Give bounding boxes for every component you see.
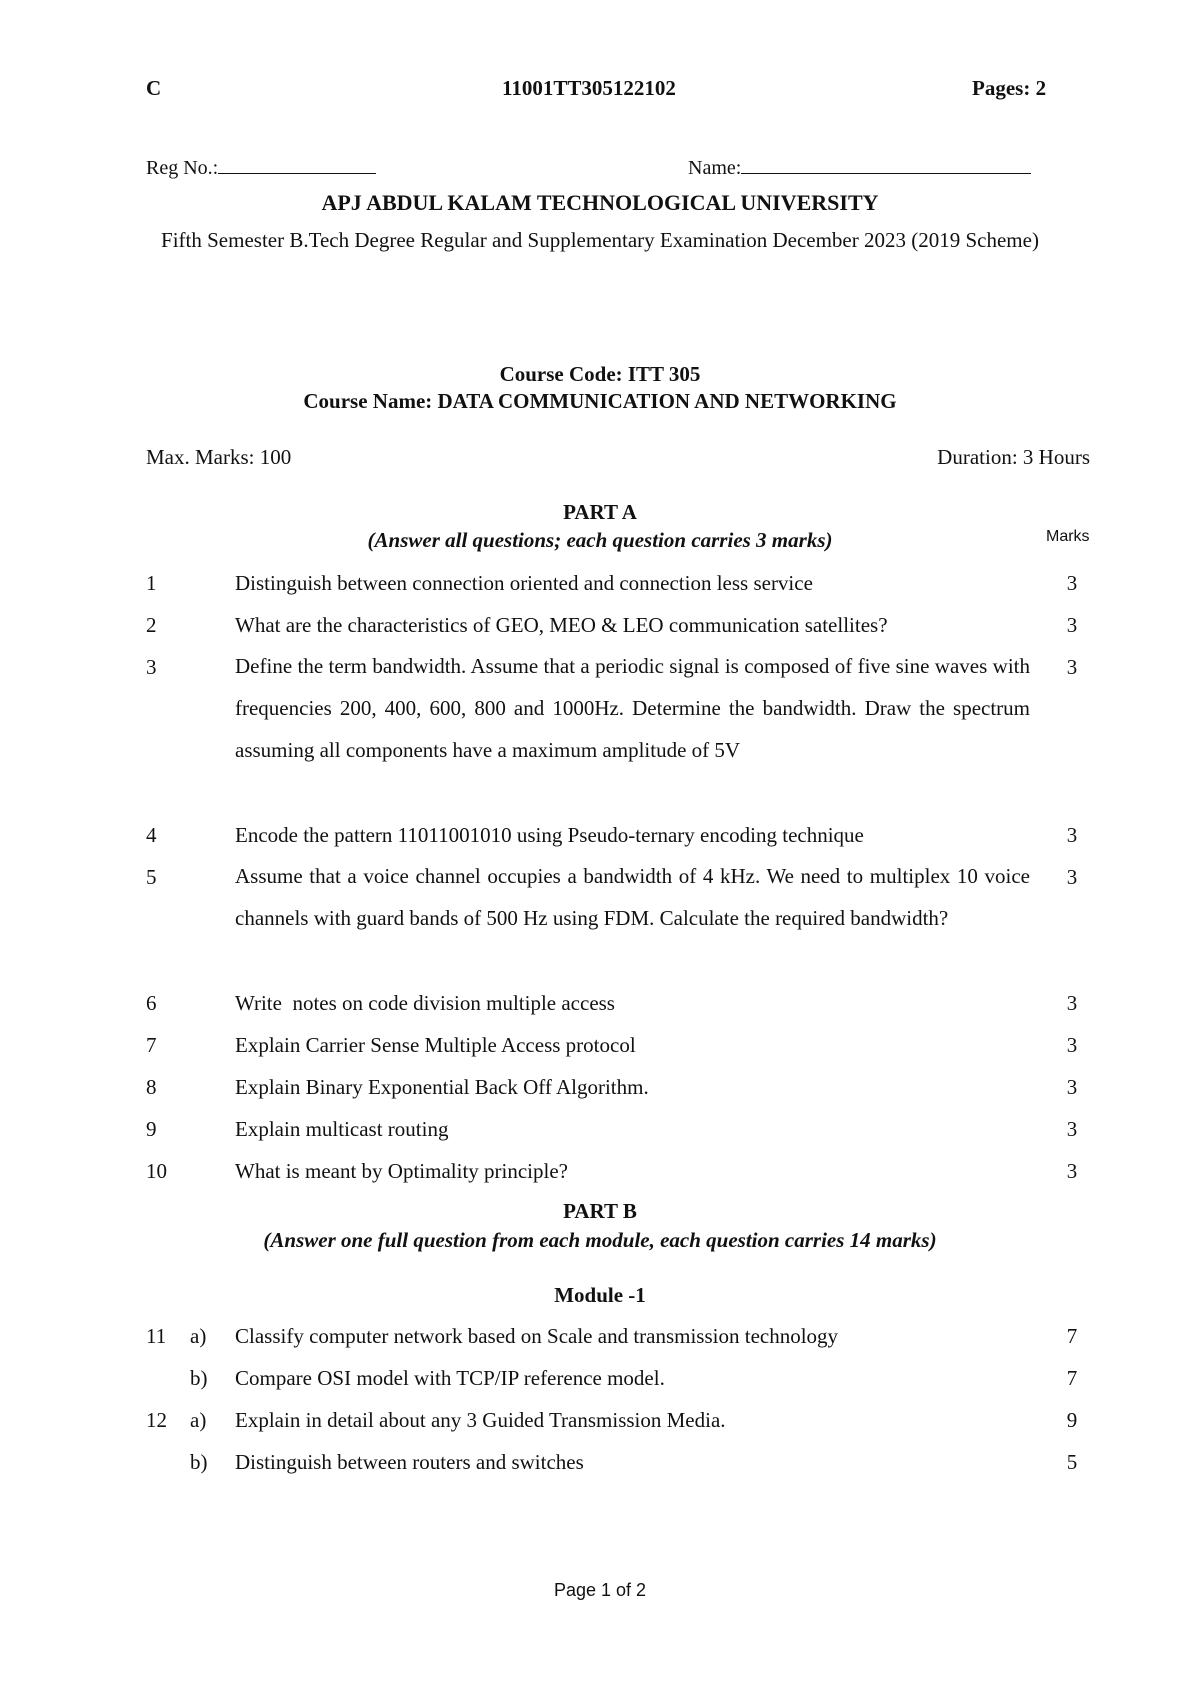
question-marks: 3	[1066, 1117, 1078, 1141]
question-text: What are the characteristics of GEO, MEO & LEO communication satellites?	[235, 613, 888, 637]
question-number: 4	[146, 823, 157, 847]
question-number: 6	[146, 991, 157, 1015]
question-number: 1	[146, 571, 157, 595]
page-count: Pages: 2	[972, 76, 1047, 100]
part-b-instruction: (Answer one full question from each module, each question carries 14 marks)	[263, 1228, 937, 1252]
reg-no-blank	[218, 155, 376, 174]
question-text: Distinguish between connection oriented and connection less service	[235, 571, 813, 595]
page-footer: Page 1 of 2	[553, 1580, 647, 1600]
question-marks: 3	[1066, 1159, 1078, 1183]
question-marks: 3	[1066, 571, 1078, 595]
paper-code: 11001TT305122102	[502, 76, 676, 100]
question-marks: 3	[1066, 1075, 1078, 1099]
sub-question-label: a)	[190, 1324, 207, 1348]
question-text: Explain Binary Exponential Back Off Algorithm.	[235, 1075, 649, 1099]
name-label: Name:	[688, 157, 742, 179]
question-marks: 9	[1066, 1408, 1078, 1432]
exam-title: Fifth Semester B.Tech Degree Regular and Supplementary Examination December 2023 (2019 Scheme)	[161, 228, 1039, 252]
question-marks: 3	[1066, 655, 1078, 679]
question-text: What is meant by Optimality principle?	[235, 1159, 568, 1183]
question-marks: 3	[1066, 1033, 1078, 1057]
sub-question-label: b)	[190, 1366, 208, 1390]
question-text: Explain Carrier Sense Multiple Access protocol	[235, 1033, 636, 1057]
question-number: 7	[146, 1033, 157, 1057]
question-marks: 3	[1066, 613, 1078, 637]
question-marks: 7	[1066, 1366, 1078, 1390]
question-text: Explain in detail about any 3 Guided Transmission Media.	[235, 1408, 726, 1432]
question-number: 8	[146, 1075, 157, 1099]
course-name: Course Name: DATA COMMUNICATION AND NETWORKING	[303, 389, 897, 413]
marks-column-header: Marks	[1046, 528, 1090, 545]
reg-no-field	[146, 155, 376, 180]
question-marks: 7	[1066, 1324, 1078, 1348]
question-marks: 3	[1066, 991, 1078, 1015]
question-number: 5	[146, 865, 157, 889]
name-field	[688, 155, 1031, 180]
question-marks: 3	[1066, 823, 1078, 847]
duration: Duration: 3 Hours	[937, 445, 1090, 469]
question-text: Distinguish between routers and switches	[235, 1450, 584, 1474]
reg-no-label: Reg No.:	[146, 157, 219, 179]
question-marks: 5	[1066, 1450, 1078, 1474]
part-b-title: PART B	[563, 1199, 637, 1223]
sub-question-label: b)	[190, 1450, 208, 1474]
question-number: 3	[146, 655, 157, 679]
question-text: Encode the pattern 11011001010 using Pseudo-ternary encoding technique	[235, 823, 864, 847]
question-number: 12	[146, 1408, 167, 1432]
question-text: Classify computer network based on Scale and transmission technology	[235, 1324, 839, 1348]
course-code: Course Code: ITT 305	[499, 362, 701, 386]
question-text: Define the term bandwidth. Assume that a periodic signal is composed of five sine waves with frequencies 200, 400, 600, 800 and 1000Hz. Determine the bandwidth. Draw the spectrum assuming all components have a maximum amplitude of 5V	[235, 654, 1030, 762]
university-title: APJ ABDUL KALAM TECHNOLOGICAL UNIVERSITY	[321, 190, 879, 215]
question-text: Write notes on code division multiple access	[235, 991, 615, 1015]
question-number: 10	[146, 1159, 167, 1183]
part-a-instruction: (Answer all questions; each question carries 3 marks)	[367, 528, 833, 552]
question-number: 2	[146, 613, 157, 637]
question-marks: 3	[1066, 865, 1078, 889]
question-text: Compare OSI model with TCP/IP reference model.	[235, 1366, 665, 1390]
name-blank	[741, 155, 1031, 174]
question-number: 9	[146, 1117, 157, 1141]
question-text: Explain multicast routing	[235, 1117, 449, 1141]
sub-question-label: a)	[190, 1408, 207, 1432]
part-a-title: PART A	[563, 500, 637, 524]
paper-series: C	[146, 76, 162, 100]
question-number: 11	[146, 1324, 167, 1348]
question-text: Assume that a voice channel occupies a bandwidth of 4 kHz. We need to multiplex 10 voice channels with guard bands of 500 Hz using FDM. Calculate the required bandwidth?	[235, 864, 1030, 930]
max-marks: Max. Marks: 100	[146, 445, 292, 469]
module-title: Module -1	[554, 1283, 646, 1307]
